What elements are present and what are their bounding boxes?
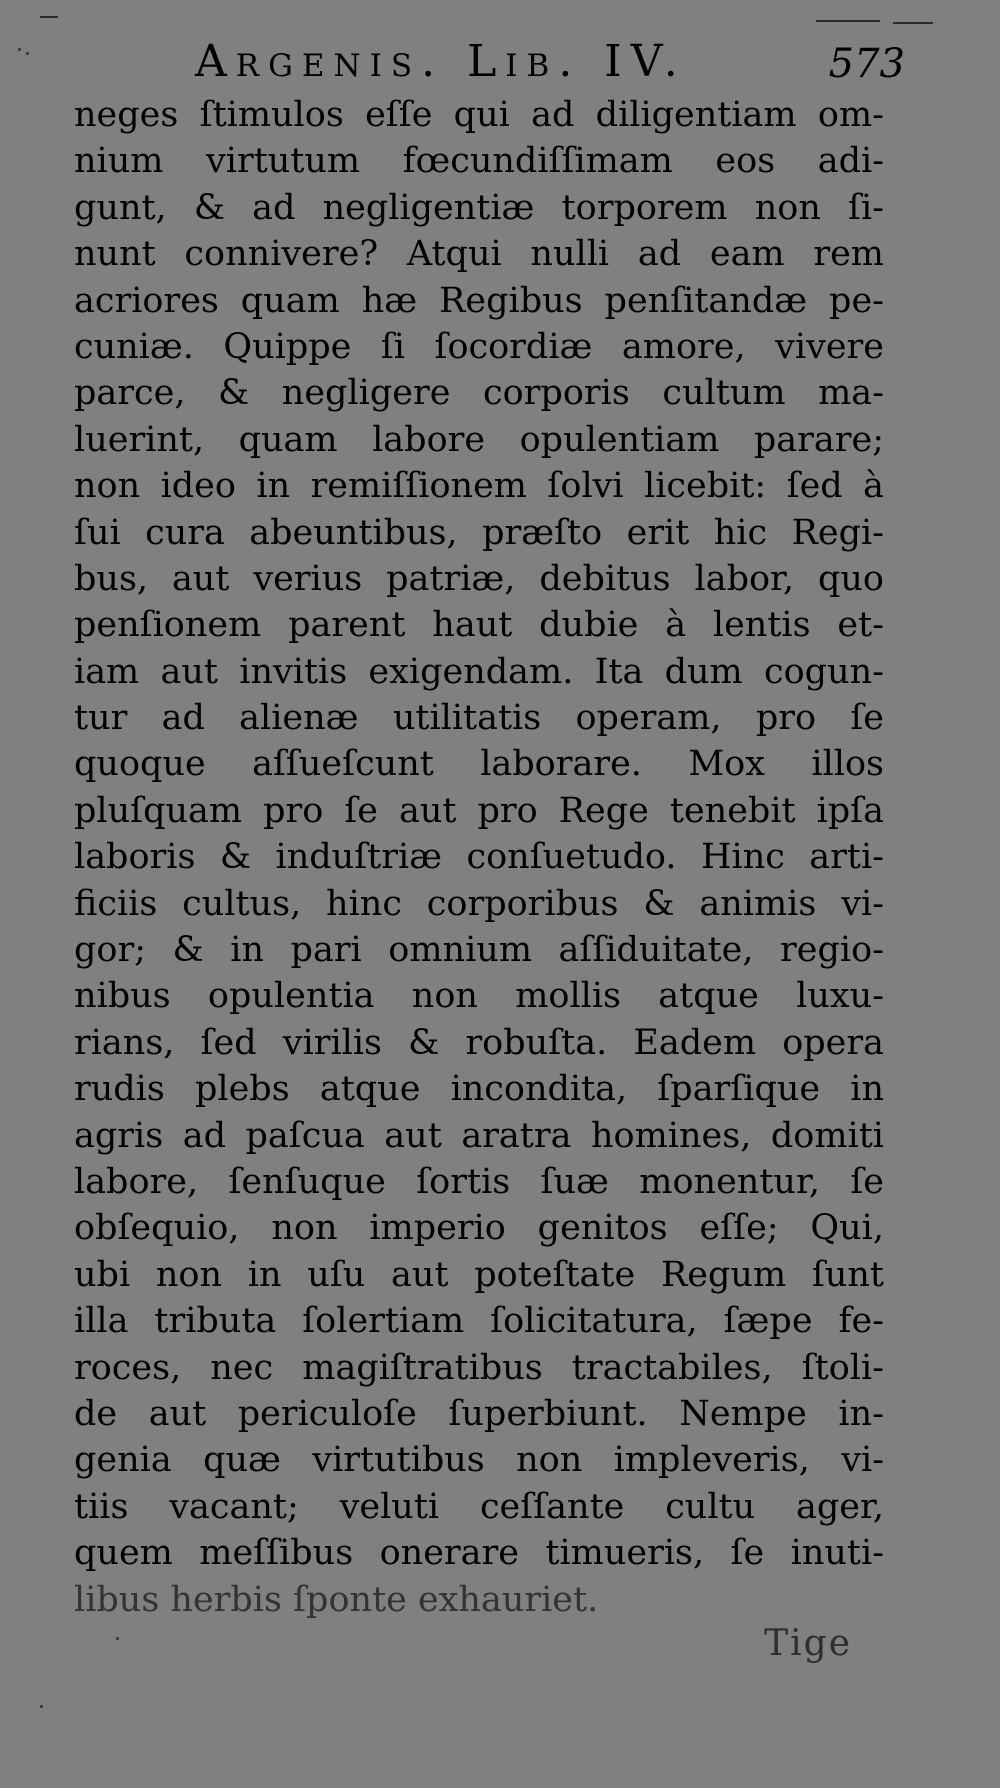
- text-line: de aut periculoſe ſuperbiunt. Nempe in-: [74, 1393, 884, 1434]
- text-line: agris ad paſcua aut aratra homines, domiti: [74, 1115, 884, 1156]
- text-line: rudis plebs atque incondita, ſparſique in: [74, 1069, 884, 1110]
- text-line: iam aut invitis exigendam. Ita dum cogun-: [74, 651, 884, 692]
- text-line: tur ad alienæ utilitatis operam, pro ſe: [74, 698, 884, 739]
- text-line: rians, ſed virilis & robuſta. Eadem opera: [74, 1022, 884, 1063]
- body-text: [74, 92, 884, 1623]
- top-right-rule: [816, 20, 880, 22]
- text-line: tiis vacant; veluti ceſſante cultu ager,: [74, 1486, 884, 1527]
- text-line: labore, ſenſuque ſortis ſuæ monentur, ſe: [74, 1161, 884, 1202]
- text-line: gunt, & ad negligentiæ torporem non ſi-: [74, 187, 884, 228]
- text-line: nium virtutum fœcundiſſimam eos adi-: [74, 141, 884, 182]
- text-line: nibus opulentia non mollis atque luxu-: [74, 976, 884, 1017]
- text-line: neges ſtimulos eſſe qui ad diligentiam om-: [74, 95, 884, 135]
- text-line: genia quæ virtutibus non impleveris, vi-: [74, 1440, 884, 1481]
- text-line: quoque aſſueſcunt laborare. Mox illos: [74, 744, 884, 785]
- running-head: Argenis. Lib. IV.: [195, 36, 687, 87]
- text-line: laboris & induſtriæ conſuetudo. Hinc arti-: [74, 837, 884, 878]
- ink-speck: [18, 48, 21, 51]
- ink-speck: [26, 52, 29, 55]
- text-line: pluſquam pro ſe aut pro Rege tenebit ipſa: [74, 790, 884, 831]
- text-line: ficiis cultus, hinc corporibus & animis vi-: [74, 883, 884, 924]
- top-right-rule-short: [893, 22, 933, 24]
- text-line: roces, nec magiſtratibus tractabiles, ſtoli-: [74, 1347, 884, 1388]
- text-line: cuniæ. Quippe ſi ſocordiæ amore, vivere: [74, 326, 884, 367]
- ink-speck: [116, 1637, 119, 1640]
- text-line: illa tributa ſolertiam ſolicitatura, ſæpe fe-: [74, 1301, 884, 1342]
- top-left-mark: [40, 16, 58, 18]
- text-line: nunt connivere? Atqui nulli ad eam rem: [74, 234, 884, 275]
- text-line: gor; & in pari omnium aſſiduitate, regio-: [74, 930, 884, 971]
- ink-speck: [40, 1705, 43, 1708]
- text-line: libus herbis ſponte exhauriet.: [74, 1579, 599, 1620]
- text-line: acriores quam hæ Regibus penſitandæ pe-: [74, 280, 884, 321]
- text-line: obſequio, non imperio genitos eſſe; Qui,: [74, 1208, 884, 1249]
- page-number: 573: [828, 41, 905, 87]
- text-line: penſionem parent haut dubie à lentis et-: [74, 605, 884, 646]
- text-line: luerint, quam labore opulentiam parare;: [74, 419, 884, 460]
- text-line: parce, & negligere corporis cultum ma-: [74, 373, 884, 414]
- text-line: quem meſſibus onerare timueris, ſe inuti-: [74, 1533, 884, 1574]
- text-line: ſui cura abeuntibus, præſto erit hic Regi-: [74, 512, 884, 553]
- catchword: Tige: [764, 1623, 852, 1664]
- text-line: non ideo in remiſſionem ſolvi licebit: ſed à: [74, 466, 884, 507]
- page-header: [195, 32, 905, 92]
- text-line: bus, aut verius patriæ, debitus labor, quo: [74, 558, 884, 599]
- text-line: ubi non in uſu aut poteſtate Regum ſunt: [74, 1254, 884, 1295]
